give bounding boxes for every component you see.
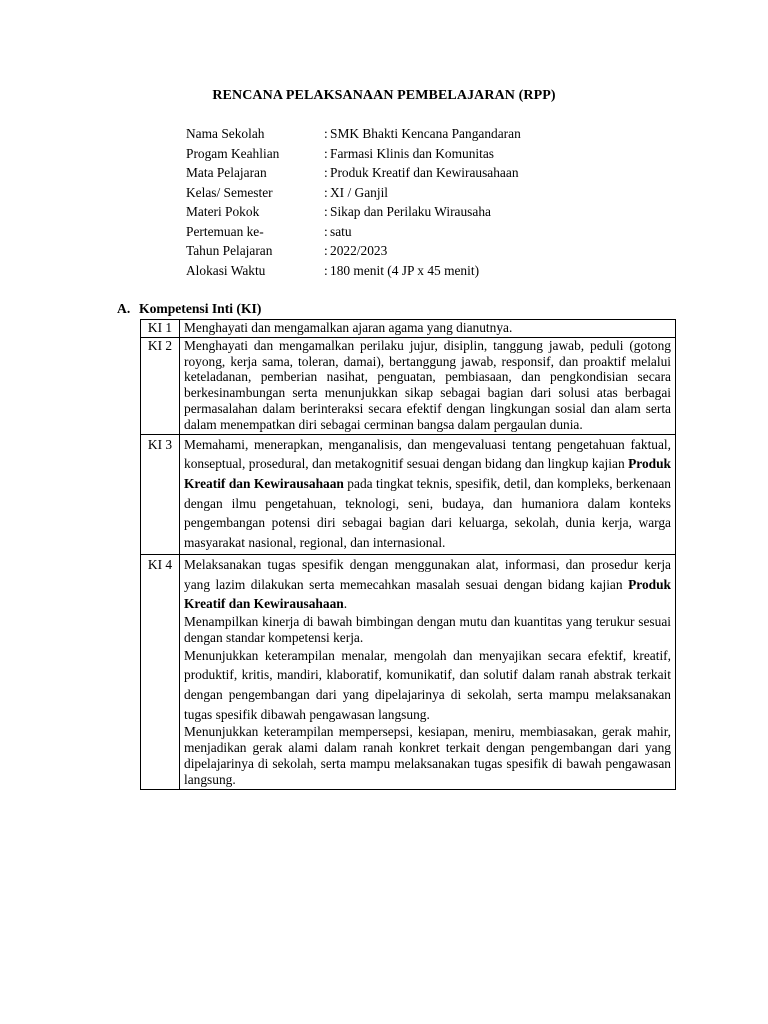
ki-paragraph: Menunjukkan keterampilan mempersepsi, kesiapan, meniru, membiasakan, gerak mahir, menjadikan gerak alami dalam ranah konkret terkait dengan pengembangan dari yang dipelajarinya di sekolah, serta mampu melaksanakan tugas spesifik di bawah pengawasan langsung. xyxy=(184,724,671,787)
info-row-program-keahlian xyxy=(186,144,521,164)
info-label: Materi Pokok xyxy=(186,204,260,219)
info-separator: : xyxy=(324,223,328,239)
ki-text: . xyxy=(343,596,348,612)
info-label: Kelas/ Semester xyxy=(186,184,273,200)
page-title: RENCANA PELAKSANAAN PEMBELAJARAN (RPP) xyxy=(212,88,556,103)
ki-paragraph xyxy=(184,555,671,614)
ki-code: KI 1 xyxy=(141,320,180,338)
ki-text: Melaksanakan tugas spesifik dengan menggunakan alat, informasi, dan prosedur kerja yang lazim dilakukan serta memecahkan masalah sesuai dengan bidang kajian xyxy=(184,556,671,592)
info-separator: : xyxy=(324,243,328,258)
table-row xyxy=(141,320,676,338)
ki-description: Menghayati dan mengamalkan ajaran agama yang dianutnya. xyxy=(180,320,676,338)
table-row xyxy=(141,554,676,789)
table-row xyxy=(141,434,676,554)
school-info-block xyxy=(186,124,521,280)
info-value: SMK Bhakti Kencana Pangandaran xyxy=(330,126,521,141)
info-value: Produk Kreatif dan Kewirausahaan xyxy=(330,165,519,180)
info-label: Nama Sekolah xyxy=(186,126,265,141)
info-separator: : xyxy=(324,262,328,278)
ki-code: KI 3 xyxy=(141,434,180,554)
info-separator: : xyxy=(324,145,328,161)
info-label: Mata Pelajaran xyxy=(186,165,267,180)
info-row-kelas-semester xyxy=(186,183,521,203)
info-row-alokasi-waktu xyxy=(186,261,521,281)
info-value: satu xyxy=(330,223,352,239)
info-label: Tahun Pelajaran xyxy=(186,243,273,258)
info-label: Progam Keahlian xyxy=(186,145,280,161)
ki-description: Menghayati dan mengamalkan perilaku jujur, disiplin, tanggung jawab, peduli (gotong royong, kerja sama, toleran, damai), bertanggung jawab, responsif, dan proaktif melalui keteladanan, pemberian nasihat, penguatan, pembiasaan, dan pengkondisian secara berkesinambungan serta menunjukkan sikap sebagai bagian dari solusi atas berbagai permasalahan dalam berinteraksi secara efektif dengan lingkungan sosial dan alam serta dalam menempatkan diri sebagai cerminan bangsa dalam pergaulan dunia. xyxy=(180,337,676,434)
info-row-materi-pokok xyxy=(186,202,521,222)
ki-description xyxy=(180,434,676,554)
ki-subject-bold: Produk Kreatif dan Kewirausahaan xyxy=(184,456,671,491)
ki-description xyxy=(180,554,676,789)
ki-paragraph: Menampilkan kinerja di bawah bimbingan dengan mutu dan kuantitas yang terukur sesuai dengan standar kompetensi kerja. xyxy=(184,613,671,645)
info-value: 180 menit (4 JP x 45 menit) xyxy=(330,262,480,278)
info-row-nama-sekolah xyxy=(186,124,521,144)
ki-text: pada tingkat teknis, spesifik, detil, dan kompleks, berkenaan dengan ilmu pengetahuan, teknologi, seni, budaya, dan humaniora dalam konteks pengembangan potensi diri sebagai bagian dari keluarga, sekolah, dunia kerja, warga masyarakat nasional, regional, dan internasional. xyxy=(184,475,671,551)
info-row-mata-pelajaran xyxy=(186,163,521,183)
ki-text: Memahami, menerapkan, menganalisis, dan mengevaluasi tentang pengetahuan faktual, konseptual, prosedural, dan metakognitif sesuai dengan bidang dan lingkup kajian xyxy=(184,436,671,472)
ki-code: KI 4 xyxy=(141,554,180,789)
section-heading-kompetensi-inti xyxy=(117,301,261,317)
ki-code: KI 2 xyxy=(141,337,180,434)
table-row xyxy=(141,337,676,434)
info-value: Farmasi Klinis dan Komunitas xyxy=(330,145,495,161)
info-label: Pertemuan ke- xyxy=(186,223,264,239)
section-letter: A. xyxy=(117,301,131,316)
info-separator: : xyxy=(324,184,328,200)
info-separator: : xyxy=(324,204,328,219)
info-value: 2022/2023 xyxy=(330,243,388,258)
info-separator: : xyxy=(324,165,328,180)
ki-paragraph: Menunjukkan keterampilan menalar, mengolah dan menyajikan secara efektif, kreatif, produktif, kritis, mandiri, klaboratif, komunikatif, dan solutif dalam ranah abstrak terkait dengan pengembangan dari yang dipelajarinya di sekolah, serta mampu melaksanakan tugas spesifik dibawah pengawasan langsung. xyxy=(184,647,671,722)
info-separator: : xyxy=(324,126,328,141)
info-label: Alokasi Waktu xyxy=(186,262,266,278)
info-row-pertemuan xyxy=(186,222,521,242)
info-value: Sikap dan Perilaku Wirausaha xyxy=(330,204,491,219)
info-row-tahun-pelajaran xyxy=(186,241,521,261)
info-value: XI / Ganjil xyxy=(330,184,389,200)
kompetensi-inti-table xyxy=(140,319,676,790)
ki-subject-bold: Produk Kreatif dan Kewirausahaan xyxy=(184,576,671,612)
section-title: Kompetensi Inti (KI) xyxy=(139,301,262,316)
